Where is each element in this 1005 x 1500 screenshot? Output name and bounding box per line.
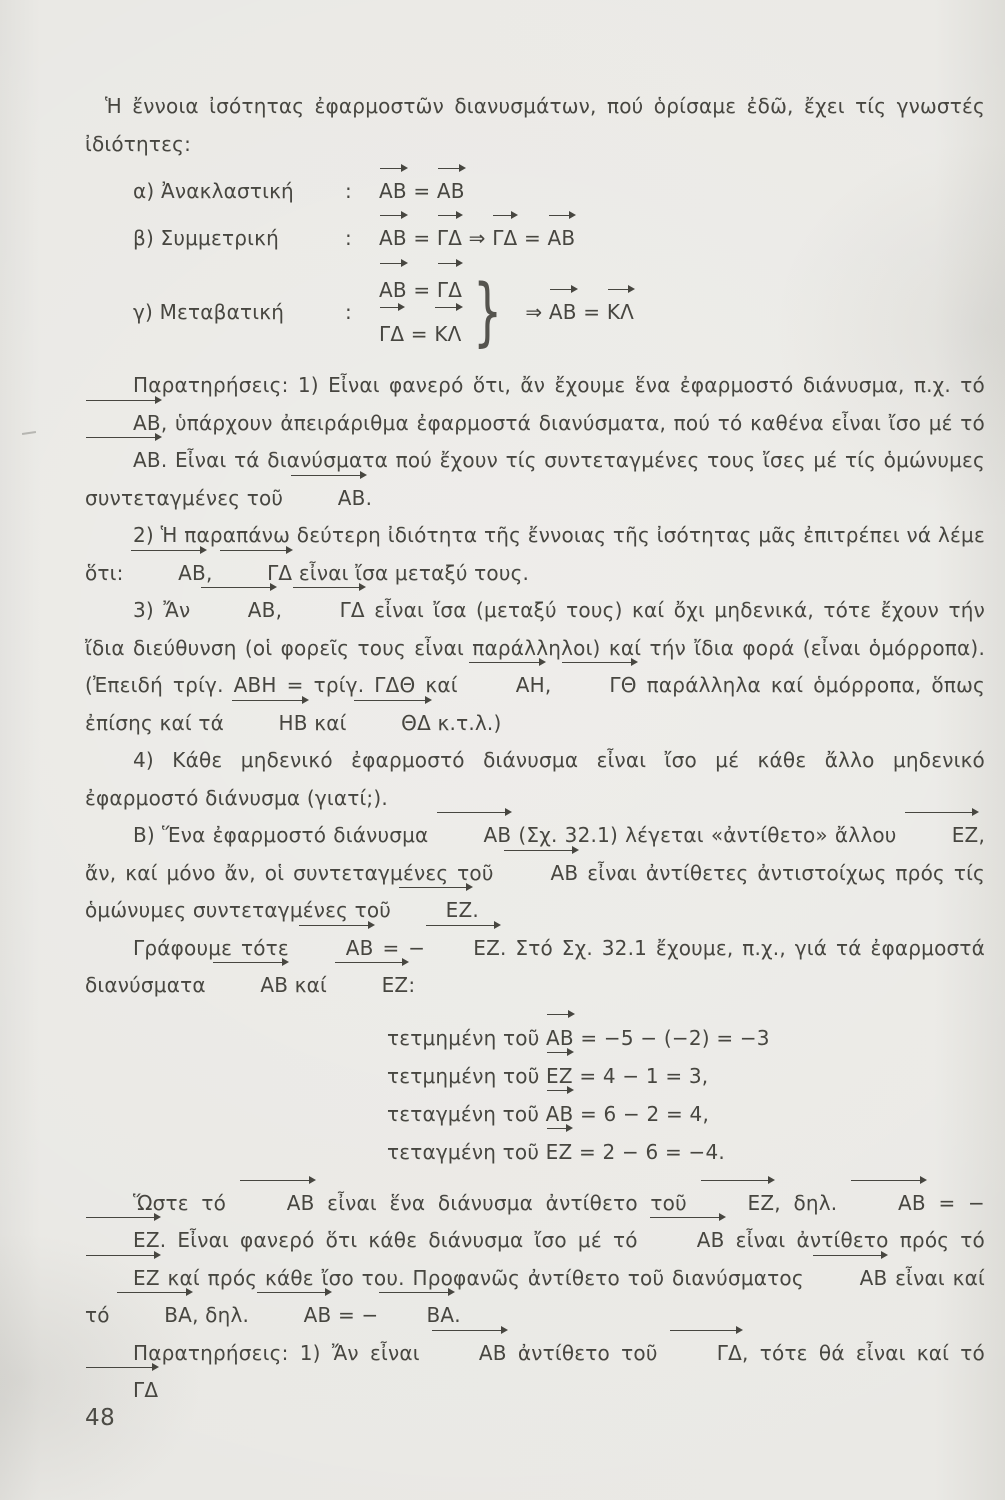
system-result: ⇒ ΑΒ = ΚΛ: [525, 294, 634, 331]
vector-ΑΒ: ΑΒ: [850, 1185, 926, 1223]
vector-ΓΘ: ΓΘ: [561, 667, 636, 705]
vector-ΓΔ: ΓΔ: [85, 1372, 158, 1410]
vector-ΚΛ: ΚΛ: [607, 294, 634, 331]
property-row-reflexive: [85, 173, 985, 210]
vector-ΑΒ: ΑΒ: [200, 592, 276, 630]
vector-ΑΒ: ΑΒ: [290, 480, 366, 518]
system-brace: }: [473, 269, 503, 355]
vector-ΑΒ: ΑΒ: [549, 294, 577, 331]
vector-ΕΖ: ΕΖ: [85, 1222, 160, 1260]
vector-ΗΒ: ΗΒ: [231, 705, 308, 743]
property-label: γ) Μεταβατική: [133, 299, 285, 324]
vector-ΑΒ: ΑΒ: [503, 855, 579, 893]
note-paragraph-1: Παρατηρήσεις: 1) Εἶναι φανερό ὅτι, ἄν ἔχουμε ἕνα ἐφαρμοστό διάνυσμα, π.χ. τό ΑΒ, ὑπάρχουν ἀπειράριθμα ἐφαρμοστά διανύσματα, πού τό καθένα εἶναι ἴσο μέ τό ΑΒ. Εἶναι τά διανύσματα πού ἔχουν τίς συντεταγμένες τους ἴσες μέ τίς ὁμώνυμες συντεταγμένες τοῦ ΑΒ.: [85, 367, 985, 517]
vector-ΑΒ: ΑΒ: [379, 173, 407, 210]
property-formula: ΑΒ = ΑΒ: [379, 173, 465, 210]
note-paragraph-4: 4) Κάθε μηδενικό ἐφαρμοστό διάνυσμα εἶναι ἴσο μέ κάθε ἄλλο μηδενικό ἐφαρμοστό διάνυσμα (γιατί;).: [85, 748, 985, 810]
vector-ΑΒ: ΑΒ: [436, 817, 512, 855]
vector-ΕΖ: ΕΖ: [546, 1057, 573, 1095]
property-row-symmetric: [85, 220, 985, 257]
note-paragraph-3: 3) Ἄν ΑΒ, ΓΔ εἶναι ἴσα (μεταξύ τους) καί ὄχι μηδενικά, τότε ἔχουν τήν ἴδια διεύθυνση (οἱ φορεῖς τους εἶναι παράλληλοι) καί τήν ἴδια φορά (εἶναι ὁμόρροπα). (Ἐπειδή τρίγ. ΑΒΗ = τρίγ. ΓΔΘ καί ΑΗ, ΓΘ παράλληλα καί ὁμόρροπα, ὅπως ἐπίσης καί τά ΗΒ καί ΘΔ κ.τ.λ.): [85, 592, 985, 742]
page-number: 48: [85, 1405, 116, 1431]
vector-ΑΒ: ΑΒ: [85, 442, 161, 480]
vector-ΑΗ: ΑΗ: [468, 667, 545, 705]
vector-ΓΔ: ΓΔ: [437, 268, 462, 312]
vector-ΑΒ: ΑΒ: [437, 173, 465, 210]
transitive-system: [379, 267, 634, 357]
equation-line: τετμημένη τοῦ ΑΒ = −5 − (−2) = −3: [387, 1019, 985, 1057]
final-remark-paragraph: Παρατηρήσεις: 1) Ἄν εἶναι ΑΒ ἀντίθετο τοῦ ΓΔ, τότε θά εἶναι καί τό ΓΔ: [85, 1335, 985, 1410]
vector-ΓΔ: ΓΔ: [437, 220, 462, 257]
coordinate-equations-block: [387, 1019, 985, 1171]
vector-ΕΖ: ΕΖ: [85, 1260, 160, 1298]
vector-ΕΖ: ΕΖ: [700, 1185, 775, 1223]
vector-ΒΑ: ΒΑ: [116, 1297, 192, 1335]
equation-line: τετμημένη τοῦ ΕΖ = 4 − 1 = 3,: [387, 1057, 985, 1095]
vector-ΑΒ: ΑΒ: [548, 220, 576, 257]
vector-ΒΑ: ΒΑ: [378, 1297, 454, 1335]
scan-smudge-mark: [22, 431, 36, 435]
vector-ΓΔ: ΓΔ: [669, 1335, 742, 1373]
vector-ΑΒ: ΑΒ: [379, 220, 407, 257]
vector-ΑΒ: ΑΒ: [546, 1019, 574, 1057]
conclusion-paragraph: Ὥστε τό ΑΒ εἶναι ἕνα διάνυσμα ἀντίθετο τοῦ ΕΖ, δηλ. ΑΒ = −ΕΖ. Εἶναι φανερό ὅτι κάθε διάνυσμα ἴσο μέ τό ΑΒ εἶναι ἀντίθετο πρός τό ΕΖ καί πρός κάθε ἴσο του. Προφανῶς ἀντίθετο τοῦ διανύσματος ΑΒ εἶναι καί τό ΒΑ, δηλ. ΑΒ = − ΒΑ.: [85, 1185, 985, 1335]
vector-ΓΔ: ΓΔ: [219, 555, 292, 593]
system-line-1: ΑΒ = ΓΔ: [379, 268, 462, 312]
property-colon: :: [345, 226, 352, 250]
text-column: [85, 88, 985, 1410]
vector-ΚΛ: ΚΛ: [434, 312, 461, 356]
property-colon: :: [345, 179, 352, 203]
vector-ΕΖ: ΕΖ: [334, 967, 409, 1005]
vector-ΑΒ: ΑΒ: [431, 1335, 507, 1373]
vector-ΑΒ: ΑΒ: [812, 1260, 888, 1298]
property-label: β) Συμμετρική: [133, 226, 279, 250]
vector-ΑΒ: ΑΒ: [379, 268, 407, 312]
intro-paragraph: Ἡ ἔννοια ἰσότητας ἐφαρμοστῶν διανυσμάτων, πού ὁρίσαμε ἐδῶ, ἔχει τίς γνωστές ἰδιότητες:: [85, 94, 985, 156]
property-row-transitive: [85, 267, 985, 357]
vector-ΑΒ: ΑΒ: [212, 967, 288, 1005]
vector-ΓΔ: ΓΔ: [379, 312, 404, 356]
vector-ΑΒ: ΑΒ: [85, 405, 161, 443]
vector-ΕΖ: ΕΖ: [425, 930, 500, 968]
properties-list: [85, 173, 985, 357]
vector-ΘΔ: ΘΔ: [353, 705, 431, 743]
vector-ΑΒ: ΑΒ: [298, 930, 374, 968]
vector-ΓΔ: ΓΔ: [292, 592, 365, 630]
vector-ΑΒ: ΑΒ: [239, 1185, 315, 1223]
opposite-definition-paragraph: Β) Ἕνα ἐφαρμοστό διάνυσμα ΑΒ (Σχ. 32.1) λέγεται «ἀντίθετο» ἄλλου ΕΖ, ἄν, καί μόνο ἄν, οἱ συντεταγμένες τοῦ ΑΒ εἶναι ἀντίθετες ἀντιστοίχως πρός τίς ὁμώνυμες συντεταγμένες τοῦ ΕΖ.: [85, 817, 985, 930]
vector-ΕΖ: ΕΖ: [904, 817, 979, 855]
equation-line: τεταγμένη τοῦ ΕΖ = 2 − 6 = −4.: [387, 1133, 985, 1171]
system-equations: [379, 268, 462, 356]
note-paragraph-2: 2) Ἡ παραπάνω δεύτερη ἰδιότητα τῆς ἔννοιας τῆς ἰσότητας μᾶς ἐπιτρέπει νά λέμε ὅτι: ΑΒ, ΓΔ εἶναι ἴσα μεταξύ τους.: [85, 517, 985, 592]
vector-ΕΖ: ΕΖ: [546, 1133, 573, 1171]
vector-ΑΒ: ΑΒ: [256, 1297, 332, 1335]
write-notation-paragraph: Γράφουμε τότε ΑΒ = − ΕΖ. Στό Σχ. 32.1 ἔχουμε, π.χ., γιά τά ἐφαρμοστά διανύσματα ΑΒ καί ΕΖ:: [85, 930, 985, 1005]
vector-ΑΒ: ΑΒ: [546, 1095, 574, 1133]
vector-ΑΒ: ΑΒ: [130, 555, 206, 593]
vector-ΑΒ: ΑΒ: [649, 1222, 725, 1260]
system-line-2: ΓΔ = ΚΛ: [379, 312, 462, 356]
property-formula: ΑΒ = ΓΔ ⇒ ΓΔ = ΑΒ: [379, 220, 575, 257]
vector-ΓΔ: ΓΔ: [492, 220, 517, 257]
property-label: α) Ἀνακλαστική: [133, 179, 294, 203]
equation-line: τεταγμένη τοῦ ΑΒ = 6 − 2 = 4,: [387, 1095, 985, 1133]
vector-ΕΖ: ΕΖ: [398, 892, 473, 930]
property-colon: :: [345, 299, 352, 324]
